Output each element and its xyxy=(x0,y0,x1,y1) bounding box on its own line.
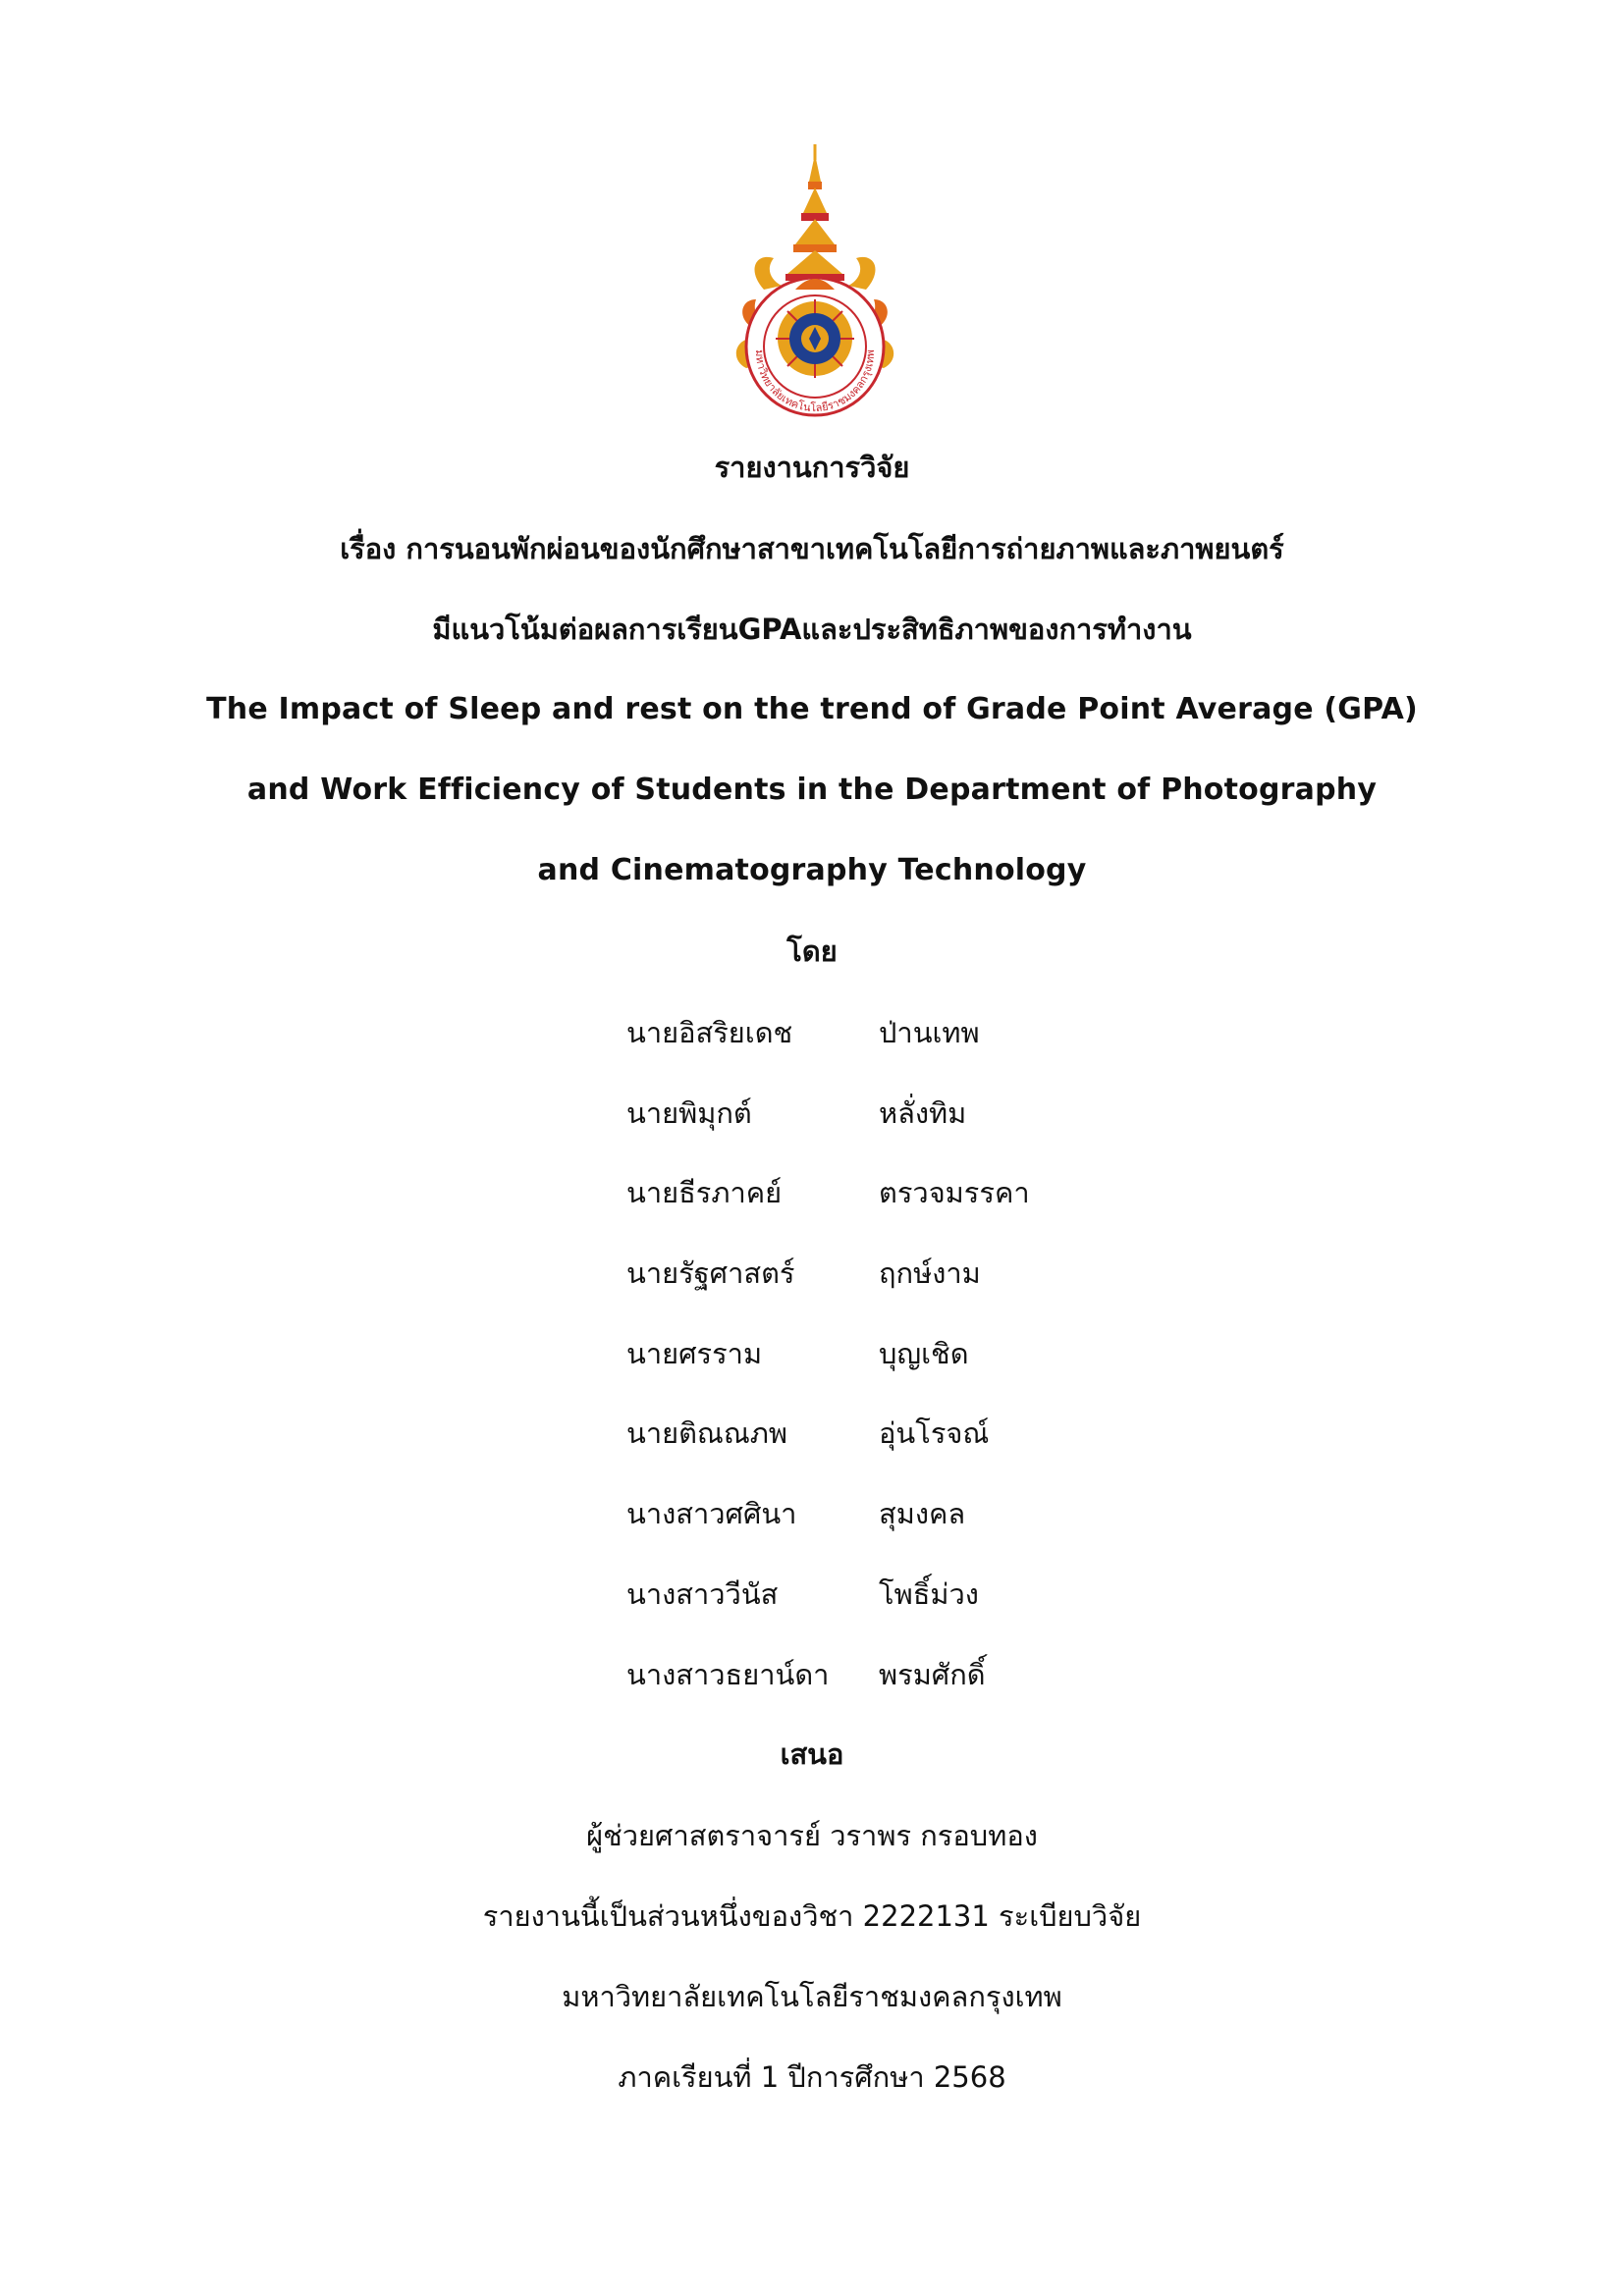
author-row xyxy=(626,1657,1039,1741)
author-last-name: หลั่งทิม xyxy=(879,1095,967,1130)
author-row xyxy=(626,1176,1039,1259)
english-title-line-2: and Work Efficiency of Students in the Department of Photography xyxy=(246,773,1378,807)
author-last-name: บุญเชิด xyxy=(879,1336,969,1370)
author-last-name: สุมงคล xyxy=(879,1497,966,1531)
author-first-name: นายพิมุกต์ xyxy=(626,1095,752,1130)
author-first-name: นายอิสริยเดช xyxy=(626,1016,793,1049)
author-first-name: นายรัฐศาสตร์ xyxy=(626,1256,795,1291)
course-note: รายงานนี้เป็นส่วนหนึ่งของวิชา 2222131 ระเบียบวิจัย xyxy=(482,1899,1142,1933)
author-row xyxy=(626,1095,1039,1180)
author-last-name: พรมศักดิ์ xyxy=(879,1657,986,1691)
author-row xyxy=(626,1497,1039,1580)
author-last-name: ป่านเทพ xyxy=(879,1016,980,1049)
author-row xyxy=(626,1336,1039,1420)
english-title-line-3: and Cinematography Technology xyxy=(537,853,1087,887)
author-first-name: นางสาวศศินา xyxy=(626,1497,797,1531)
author-first-name: นายศรราม xyxy=(626,1336,763,1370)
author-row xyxy=(626,1256,1039,1340)
author-row xyxy=(626,1016,1039,1099)
present-label: เสนอ xyxy=(780,1737,844,1771)
author-last-name: ตรวจมรรคา xyxy=(879,1176,1030,1210)
svg-text:มหาวิทยาลัยเทคโนโลยีราชมงคลกรุ: มหาวิทยาลัยเทคโนโลยีราชมงคลกรุงเทพ xyxy=(752,349,878,415)
advisor-name: ผู้ช่วยศาสตราจารย์ วราพร กรอบทอง xyxy=(586,1819,1038,1852)
by-label: โดย xyxy=(786,934,838,968)
author-first-name: นางสาวธยาน์ดา xyxy=(626,1657,830,1691)
university-emblem-icon xyxy=(727,142,903,422)
author-row xyxy=(626,1416,1039,1500)
author-row xyxy=(626,1576,1039,1661)
author-last-name: ฤกษ์งาม xyxy=(879,1256,981,1291)
author-first-name: นายธีรภาคย์ xyxy=(626,1176,783,1210)
university-name: มหาวิทยาลัยเทคโนโลยีราชมงคลกรุงเทพ xyxy=(562,1980,1062,2013)
author-list xyxy=(626,1016,1039,1740)
author-last-name: โพธิ์ม่วง xyxy=(879,1576,979,1611)
author-first-name: นางสาววีนัส xyxy=(626,1576,779,1611)
author-first-name: นายติณณภพ xyxy=(626,1416,787,1451)
semester-line: ภาคเรียนที่ 1 ปีการศึกษา 2568 xyxy=(618,2060,1006,2094)
english-title-line-1: The Impact of Sleep and rest on the trend of Grade Point Average (GPA) xyxy=(206,692,1418,726)
thai-title-line-2: มีแนวโน้มต่อผลการเรียนGPAและประสิทธิภาพของการทำงาน xyxy=(432,613,1192,646)
thai-title-line-1: เรื่อง การนอนพักผ่อนของนักศึกษาสาขาเทคโนโลยีการถ่ายภาพและภาพยนตร์ xyxy=(340,532,1284,565)
report-heading: รายงานการวิจัย xyxy=(714,451,910,484)
author-last-name: อุ่นโรจณ์ xyxy=(879,1416,990,1451)
